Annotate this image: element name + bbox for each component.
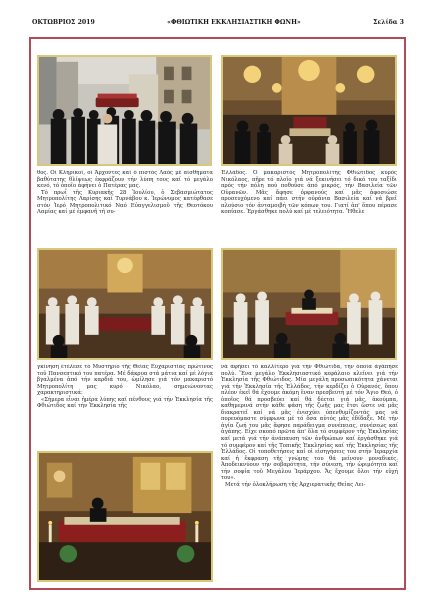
coffin-ceremony-image (223, 250, 395, 358)
page-header (32, 17, 404, 27)
procession-image (39, 57, 210, 164)
publication-title: «ΦΘΙΩΤΙΚΗ ΕΚΚΛΗΣΙΑΣΤΙΚΗ ΦΩΝΗ» (167, 18, 301, 26)
text-column-left-top (37, 170, 213, 243)
paragraph: θος. Οἱ Κληρικοί, οἱ Ἄρχοντες καί ὁ πιστός Λαός μέ αἰσθήματα βαθύτατης θλίψεως ἐκφράζουν τήν λύπη τους καί τό μεγάλο κενό, τό ὁποῖο ἀφήνει ὁ Πατέρας μας. (37, 170, 213, 190)
text-column-left-bottom (37, 364, 213, 450)
photo-funeral-procession (37, 55, 212, 166)
paragraph: νά ἀφήσει τό καλλίτερο γιά τήν Φθιώτιδα, τήν ὁποία ἀγάπησε πολύ. Ἕνα μεγάλο Ἐκκλησιαστικό κεφάλαιο κλείνει γιά τήν Ἐκκλησία τῆς Φθιώτιδος. Μία μεγάλη προσωπικότητα χάνεται γιά τήν Ἐκκλησία τῆς Ἑλλάδος, τήν κερδίζει ὁ Οὐρανός, ὅπου πλέον ἐκεῖ θά ἔχουμε ἀκόμη ἕναν πρεσβευτή μέ τόν Ἅγιο Θεό, ὁ ὁποῖος θά προσβεύει καί θά δέεται γιά μᾶς, ἀκούμπα, καθημερινά στήν κάθε φάση τῆς ζωῆς μας ἔτσι ὥστε νά μᾶς διακρατεῖ καί νά μᾶς ἐνισχύει ὑπενθυμίζοντάς μας νά πορευόμαστε σύμφωνα μέ τό ὅσα αὐτός μᾶς ἐδίδαξε. Μέ τήν ἁγία ζωή του μᾶς ἄφησε παράδειγμα συνέπειας, συνέσεως καί ἀγάπης. Εἶχε σκοπό πρῶτα ἀπ' ὅλα τό συμφέρον τῆς Ἐκκλησίας καί μετά γιά τήν ἀνάπαυση τῶν ἀνθρώπων καί ἐργάσθηκε γιά τό συμφέρον καί τῆς Τοπικῆς Ἐκκλησίας καί τῆς Ἐκκλησίας τῆς Ἑλλάδος. Οἱ τοποθετήσεις καί οἱ εἰσηγήσεις του στήν Ἱεραρχία καί ἡ ἔκφραση τῆς γνώμης του θά μείνουν μοναδικές. Ἀποδεικνύουν τήν σοβαρότητα, τήν σύνεση, τήν ὡριμότητα καί τήν σοφία τοῦ Μεγάλου Ἱεράρχου. Ἄς ἔχουμε ὅλοι τήν εὐχή του». (221, 364, 398, 482)
paragraph: Ἑλλάδος. Ὁ μακαριστός Μητροπολίτης Φθιώτιδος κυρός Νικόλαος, πῆρε τό πλοῖο γιά νά ξεκινήσει τό δικό του ταξίδι πρός τήν πόλη πού ποθοῦσε ἀπό μικρός, τήν Βασιλεία τῶν Οὐρανῶν. Μᾶς ἄφησε ὀρφανούς καί μᾶς ἀφοσιώσε προσευχόμενο καί πάει στήν οὐράνια Βασιλεία καί νά βρεῖ πλούσιο τόν ἀνταμοιβή τῶν κόπων του. Γιατί ἀπ' ὅπου πέρασε κοπίασε. Ἐργάσθηκε πολύ καί μέ τελειότητα. Ἤθελε (221, 170, 397, 216)
text-column-right (221, 364, 398, 584)
issue-date: ΟΚΤΩΒΡΙΟΣ 2019 (32, 18, 95, 26)
coffin-icons-image (39, 453, 211, 580)
page-number: Σελίδα 3 (373, 18, 404, 26)
text-column-right-top (221, 170, 397, 243)
photo-liturgy-clergy (37, 248, 213, 360)
photo-clergy-coffin (221, 248, 397, 360)
church-interior-image (223, 57, 395, 164)
photo-church-interior (221, 55, 397, 166)
liturgy-image (39, 250, 211, 358)
paragraph: γκίνηση ἐτέλεσε τό Μυστήριο τῆς Θείας Εὐχαριστίας πρώτινος τοῦ Πανσεπτικό του πατέρα. Μέ δάκρυα στά μάτια καί μέ λόγια βγαλμένα ἀπό τήν καρδιά του, ὡμίλησε γιά τόν μακαριστό Μητροπολίτη μας κυρό Νικόλαο, σημειώνοντας χαρακτηριστικά: (37, 364, 213, 397)
paragraph: «Σήμερα εἶναι ἡμέρα λύπης καί πένθους γιά τήν Ἐκκλησία τῆς Φθιώτιδος καί τήν Ἐκκλησία τῆς (37, 396, 213, 410)
paragraph: Μετά τήν ὁλοκλήρωση τῆς Ἀρχιερατικῆς Θείας Λει- (225, 481, 366, 488)
paragraph: Τό πρωΐ τῆς Κυριακῆς 28 Ἰουλίου, ὁ Σεβασμιώτατος Μητροπολίτης Λαρίσης καί Τυρνάβου κ. Ἱερώνυμος κατέφθασε στόν Ἱερό Μητροπολιτικό Ναό Εὐαγγελισμοῦ τῆς Θεοτόκου Λαμίας καί μέ ἐμφανῆ τή συ- (37, 189, 213, 216)
photo-coffin-icons (37, 451, 213, 582)
